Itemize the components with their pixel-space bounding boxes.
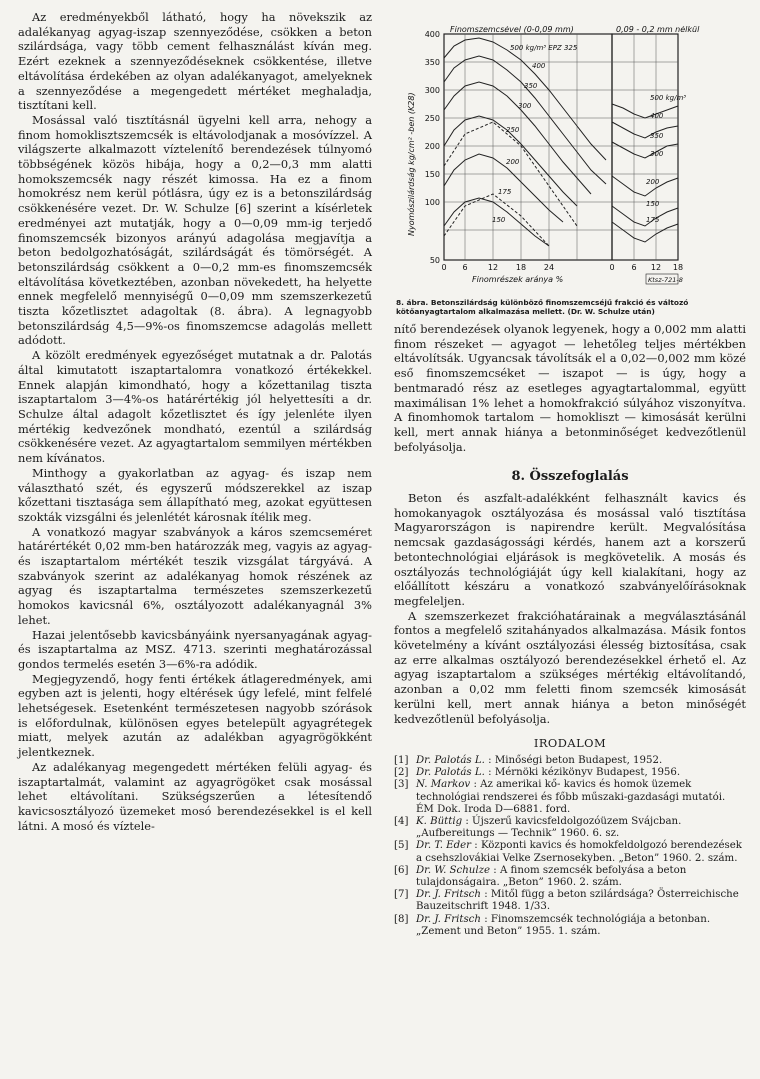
grid-lines: [444, 34, 678, 260]
left-panel-frame: [444, 34, 612, 260]
svg-text:350: 350: [424, 58, 440, 67]
paragraph: Hazai jelentősebb kavicsbányáink nyersanyagának agyag- és iszaptartalma az MSZ. 4713. szerinti meghatározással gondos termelés esetén 3—6%-ra adódik.: [18, 627, 372, 671]
svg-text:6: 6: [462, 263, 468, 272]
reference-author: Dr. Palotás L.: [416, 767, 485, 779]
reference-text: : Finomszemcsék technológiája a betonban. „Zement und Beton” 1955. 1. szám.: [416, 913, 711, 937]
reference-item: [394, 779, 746, 816]
svg-text:150: 150: [492, 216, 506, 224]
strength-chart: [394, 26, 746, 296]
reference-item: [394, 889, 746, 913]
reference-author: Dr. J. Fritsch: [416, 889, 481, 901]
paragraph: A közölt eredmények egyezőséget mutatnak a dr. Palotás által kimutatott iszaptartalomra vonatkozó értékekkel. Ennek alapján kimondható, hogy a kőzettanilag tiszta iszaptartalom 3—4%-os határértékig jól helyettesíti a dr. Schulze által adagolt kőzetlisztet és így jelenléte ilyen mértékig kedvezőnek mondható, ezentúl a szilárdság csökkenésére vezet. Az agyagtartalom semmilyen mértékben nem kívánatos.: [18, 348, 372, 466]
svg-text:175: 175: [498, 188, 512, 196]
right-curves: [612, 104, 678, 242]
paragraph: A szemszerkezet frakcióhatárainak a megválasztásánál fontos a megfelelő szitahányados alkalmazása. Másik fontos követelmény a kívánt osztályozási élesség biztosítása, csak az erre alkalmas osztályozó berendezésekkel érhető el. Az agyag iszaptartalom a szükséges mértékig eltávolítandó, azonban a 0,02 mm feletti finom szemcsék kimosását kerülni kell, mert annak hiánya a beton minőségét kedvezőtlenül befolyásolja.: [394, 608, 746, 726]
paragraph: nítő berendezések olyanok legyenek, hogy a 0,002 mm alatti finom részeket — agyagot — lehetőleg teljes mértékben eltávolítsák. Ugyancsak távolítsák el a 0,02—0,002 mm közé eső finomszemcséket — iszapot — is úgy, hogy a bentmaradó rész az esetleges agyagtartalommal, együtt maximálisan 1% lehet a homokfrakció súlyához viszonyítva. A finomhomok tartalom — homokliszt — kimosását kerülni kell, mert annak hiánya a betonminőséget kedvezőtlenül befolyásolja.: [394, 322, 746, 454]
svg-text:400: 400: [424, 30, 440, 39]
svg-text:200: 200: [506, 158, 520, 166]
reference-author: Dr. T. Eder: [416, 840, 472, 852]
svg-text:250: 250: [424, 114, 440, 123]
svg-text:0: 0: [441, 263, 447, 272]
left-panel-title: Finomszemcsével (0-0,09 mm): [450, 26, 574, 34]
y-tick-labels: [425, 30, 440, 265]
y-axis-label: Nyomószilárdság kg/cm² -ben (K28): [407, 92, 416, 236]
reference-text: : Az amerikai kő- kavics és homok üzemek technológiai rendszerei és főbb műszaki-gazdasági mutatói. ÉM Dok. Iroda D—6881. ford.: [416, 779, 726, 815]
paragraph: Az eredményekből látható, hogy ha növekszik az adalékanyag agyag-iszap szennyeződése, csökken a beton szilárdsága, vagy több cement felhasználást kíván meg. Ezért ezeknek a szennyeződéseknek csökkentése, illetve eltávolítása érdekében az olyan adalékanyagot, amelyeknek a szennyeződése a megengedett mértéket meghaladja, tisztítani kell.: [18, 10, 372, 113]
reference-author: Dr. J. Fritsch: [416, 913, 481, 925]
reference-number: [4]: [394, 816, 409, 827]
right-column: [394, 322, 746, 938]
svg-text:400: 400: [532, 62, 546, 70]
reference-item: [394, 865, 746, 889]
svg-text:300: 300: [518, 102, 532, 110]
svg-text:6: 6: [631, 263, 637, 272]
reference-text: : Újszerű kavicsfeldolgozóüzem Svájcban. „Aufbereitungs — Technik” 1960. 6. sz.: [416, 816, 682, 840]
reference-author: Dr. W. Schulze: [416, 864, 491, 876]
reference-author: K. Büttig: [416, 816, 463, 827]
reference-item: [394, 840, 746, 864]
figure-id: Ktsz-721-8: [648, 276, 683, 284]
reference-list: [394, 755, 746, 938]
reference-number: [3]: [394, 779, 409, 791]
reference-author: Dr. Palotás L.: [416, 754, 485, 766]
svg-text:150: 150: [646, 200, 660, 208]
reference-number: [2]: [394, 767, 409, 779]
svg-text:100: 100: [424, 198, 440, 207]
reference-text: : Mitől függ a beton szilárdsága? Österreichische Bauzeitschrift 1948. 1/33.: [416, 889, 739, 913]
svg-text:175: 175: [646, 216, 660, 224]
left-column: [18, 10, 372, 833]
svg-text:350: 350: [524, 82, 538, 90]
paragraph: Megjegyzendő, hogy fenti értékek átlageredmények, ami egyben azt is jelenti, hogy eltérések úgy lefelé, mint felfelé lehetségesek. Esetenként természetesen nagyobb szórások is előfordulnak, különösen egyes betelepült agyagrétegek miatt, melyek azután az adalékban agyagrögökként jelentkeznek.: [18, 671, 372, 760]
left-curves: [444, 38, 606, 246]
reference-number: [7]: [394, 889, 409, 901]
references-title: IRODALOM: [533, 736, 607, 751]
reference-item: [394, 755, 746, 767]
svg-text:18: 18: [672, 263, 684, 272]
reference-item: [394, 767, 746, 779]
x-tick-labels: [441, 263, 683, 272]
x-axis-label: Finomrészek aránya %: [472, 275, 564, 284]
svg-text:250: 250: [506, 126, 520, 134]
svg-text:12: 12: [487, 263, 499, 272]
paragraph: Mosással való tisztításnál ügyelni kell arra, nehogy a finom homoklisztszemcsék is eltávolodjanak a mosóvízzel. A világszerte alkalmazott víztelenítő berendezések túlnyomó többségének közös hibája, hogy a 0,2—0,3 mm alatti homokszemcsék nagy részét kimossa. Ha ez a finom homokrész nem kerül pótlásra, úgy ez is a betonszilárdság csökkenésére vezet. Dr. W. Schulze [6] szerint a kísérletek eredményei azt mutatják, hogy a 0—0,09 mm-ig terjedő finomszemcsék bizonyos arányú adagolása megjavítja a beton bedolgozhatóságát, szilárdságát és tömörségét. A betonszilárdság csökkent a 0—0,2 mm-es finomszemcsék eltávolítása következtében, azonban növekedett, ha helyette ennek megfelelő mennyiségű 0—0,09 mm szemszerkezetű tiszta kőzetlisztet adagoltak (8. ábra). A legnagyobb betonszilárdság 4,5—9%-os finomszemcse adagolás mellett adódott.: [18, 112, 372, 348]
reference-text: : Mérnöki kézikönyv Budapest, 1956.: [488, 767, 681, 779]
reference-number: [1]: [394, 754, 409, 766]
reference-author: N. Markov: [416, 779, 471, 791]
svg-text:50: 50: [429, 256, 440, 265]
paragraph: Minthogy a gyakorlatban az agyag- és iszap nem választható szét, és egyszerű módszerekkel az iszap kőzettani tisztasága sem állapítható meg, azokat együttesen szokták vizsgálni és jelenlétét károsnak ítélik meg.: [18, 465, 372, 524]
paragraph: A vonatkozó magyar szabványok a káros szemcseméret határértékét 0,02 mm-ben határozzák meg, vagyis az agyag- és iszaptartalom mértékét teszik vizsgálat tárgyává. A szabványok szerint az adalékanyag homok részének az agyag és iszaptartalma természetes szemszerkezetű homokos kavicsnál 6%, osztályozott adalékanyagnál 3% lehet.: [18, 524, 372, 627]
reference-text: : Minőségi beton Budapest, 1952.: [488, 754, 663, 766]
reference-number: [8]: [394, 913, 409, 925]
svg-text:18: 18: [515, 263, 527, 272]
paragraph: Az adalékanyag megengedett mértéken felüli agyag- és iszaptartalmát, valamint az agyagrögöket csak mosással lehet eltávolítani. Szükségszerűen a létesítendő kavicsosztályozó üzemeket mosó berendezésekkel is el kell látni. A mosó és víztele-: [18, 759, 372, 833]
reference-item: [394, 816, 746, 840]
svg-text:350: 350: [650, 132, 664, 140]
figure-caption: 8. ábra. Betonszilárdság különböző finomszemcséjű frakció és változó kötőanyagtartalom alkalmazása mellett. (Dr. W. Schulze után): [396, 298, 689, 316]
reference-item: [394, 914, 746, 938]
svg-text:150: 150: [424, 170, 440, 179]
svg-text:24: 24: [543, 263, 555, 272]
svg-text:200: 200: [646, 178, 660, 186]
svg-text:12: 12: [650, 263, 662, 272]
reference-text: : Központi kavics és homokfeldolgozó berendezések a csehszlovákiai Velke Zsernosekyben. „Beton” 1960. 2. szám.: [416, 840, 742, 864]
svg-text:300: 300: [424, 86, 440, 95]
svg-text:200: 200: [424, 142, 440, 151]
svg-text:500 kg/m³: 500 kg/m³: [650, 94, 687, 102]
right-panel-title: 0,09 - 0,2 mm nélkül: [616, 26, 700, 34]
svg-text:400: 400: [650, 112, 664, 120]
svg-text:300: 300: [650, 150, 664, 158]
figure-8: [394, 26, 746, 344]
reference-number: [6]: [394, 864, 409, 876]
svg-text:500 kg/m³ EPZ 325: 500 kg/m³ EPZ 325: [510, 44, 578, 52]
paragraph: Beton és aszfalt-adalékként felhasznált kavics és homokanyagok osztályozása és mosással való tisztítása Magyarországon is napirendre került. Megvalósítása nemcsak gazdaságossági kérdés, hanem azt a korszerű betontechnológiai eljárások is megkövetelik. A mosás és osztályozás technológiáját úgy kell kialakítani, hogy az előállított készáru a vonatkozó szabványelőírásoknak megfeleljen.: [394, 491, 746, 608]
section-title: 8. Összefoglalás: [511, 469, 629, 485]
reference-text: : A finom szemcsék befolyása a beton tulajdonságaira. „Beton” 1960. 2. szám.: [416, 864, 687, 889]
reference-number: [5]: [394, 840, 409, 852]
svg-text:0: 0: [609, 263, 615, 272]
